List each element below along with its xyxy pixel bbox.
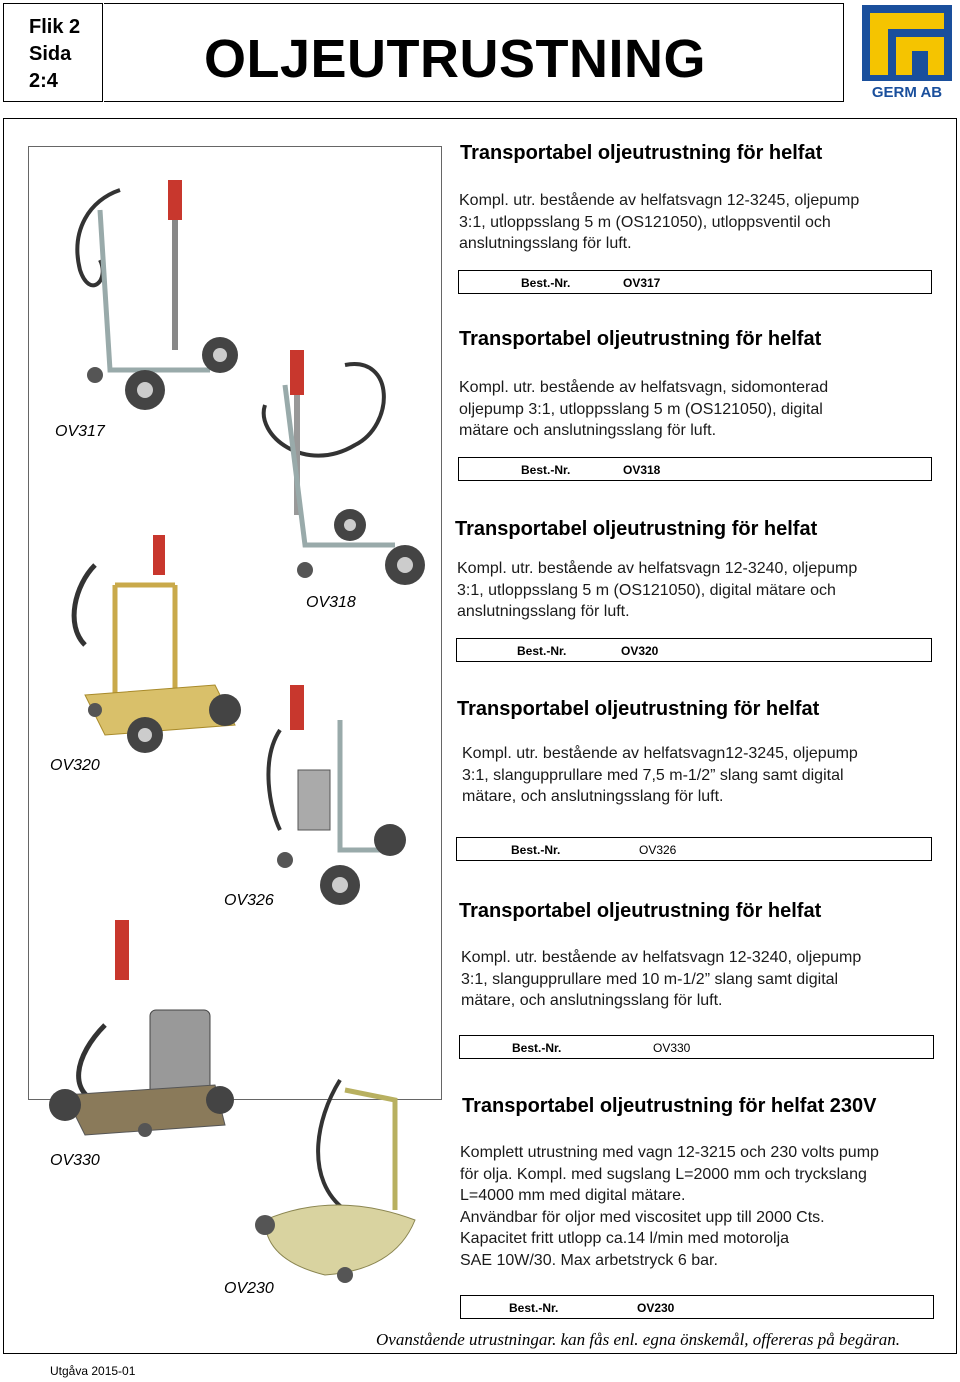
- order-number: OV320: [621, 644, 659, 658]
- ov317-image: [60, 170, 250, 420]
- ov326-image: [260, 680, 420, 920]
- photo-caption: OV330: [50, 1152, 100, 1169]
- product-title: Transportabel oljeutrustning för helfat: [455, 518, 818, 540]
- order-number: OV230: [637, 1301, 675, 1315]
- photo-caption: OV318: [306, 594, 356, 611]
- product-description: Kompl. utr. bestående av helfatsvagn 12-3245, oljepump 3:1, utloppsslang 5 m (OS121050), utloppsventil och anslutningsslang för luft.: [459, 192, 860, 252]
- order-label: Best.-Nr.: [511, 843, 561, 857]
- page-title: OLJEUTRUSTNING: [204, 29, 707, 89]
- product-description: Kompl. utr. bestående av helfatsvagn, sidomonterad oljepump 3:1, utloppsslang 5 m (OS121050), digital mätare och anslutningsslang för luft.: [459, 379, 829, 439]
- order-box: [456, 638, 932, 662]
- edition-label: Utgåva 2015-01: [50, 1364, 136, 1378]
- product-description: Kompl. utr. bestående av helfatsvagn 12-3240, oljepump 3:1, utloppsslang 5 m (OS121050), digital mätare och anslutningsslang för luft.: [457, 560, 858, 620]
- photo-caption: OV230: [224, 1280, 274, 1297]
- photo-caption: OV326: [224, 892, 274, 909]
- order-label: Best.-Nr.: [521, 463, 571, 477]
- ov320-image: [55, 525, 245, 765]
- ov230-image: [245, 1060, 425, 1290]
- title-box: [104, 3, 844, 102]
- order-box: [456, 837, 932, 861]
- page-label: Sida: [29, 43, 72, 65]
- product-title: Transportabel oljeutrustning för helfat: [460, 142, 823, 164]
- tab-box: [3, 3, 103, 102]
- order-box: [459, 1035, 934, 1059]
- order-box: [458, 457, 932, 481]
- svg-text:GERM AB: GERM AB: [871, 84, 943, 99]
- order-box: [458, 270, 932, 294]
- order-label: Best.-Nr.: [509, 1301, 559, 1315]
- order-number: OV326: [639, 843, 677, 857]
- order-number: OV318: [623, 463, 661, 477]
- photo-caption: OV320: [50, 757, 100, 774]
- product-title: Transportabel oljeutrustning för helfat: [457, 698, 820, 720]
- tab-label: Flik 2: [29, 16, 81, 38]
- order-number: OV317: [623, 276, 661, 290]
- photo-caption: OV317: [55, 423, 105, 440]
- ov318-image: [245, 345, 435, 585]
- order-label: Best.-Nr.: [517, 644, 567, 658]
- product-title: Transportabel oljeutrustning för helfat: [459, 900, 822, 922]
- product-description: Kompl. utr. bestående av helfatsvagn 12-3240, oljepump 3:1, slangupprullare med 10 m-1/2” slang samt digital mätare, och anslutningsslang för luft.: [461, 949, 862, 1009]
- footer-note: Ovanstående utrustningar. kan fås enl. egna önskemål, offereras på begäran.: [376, 1330, 900, 1349]
- product-description: Kompl. utr. bestående av helfatsvagn12-3245, oljepump 3:1, slangupprullare med 7,5 m-1/2” slang samt digital mätare, och anslutningsslang för luft.: [462, 745, 858, 805]
- germ-logo: [862, 5, 952, 99]
- product-description: Komplett utrustning med vagn 12-3215 och 230 volts pump för olja. Kompl. med sugslang L=2000 mm och tryckslang L=4000 mm med digital mätare. Användbar för oljor med viscositet upp till 2000 Cts. Kapacitet fritt utlopp ca.14 l/min med motorolja SAE 10W/30. Max arbetstryck 6 bar.: [460, 1144, 879, 1269]
- ov330-image: [45, 915, 245, 1155]
- page-number: 2:4: [29, 70, 58, 92]
- order-label: Best.-Nr.: [521, 276, 571, 290]
- product-title: Transportabel oljeutrustning för helfat: [459, 328, 822, 350]
- product-title: Transportabel oljeutrustning för helfat 230V: [462, 1095, 877, 1117]
- order-label: Best.-Nr.: [512, 1041, 562, 1055]
- order-number: OV330: [653, 1041, 691, 1055]
- order-box: [460, 1295, 934, 1319]
